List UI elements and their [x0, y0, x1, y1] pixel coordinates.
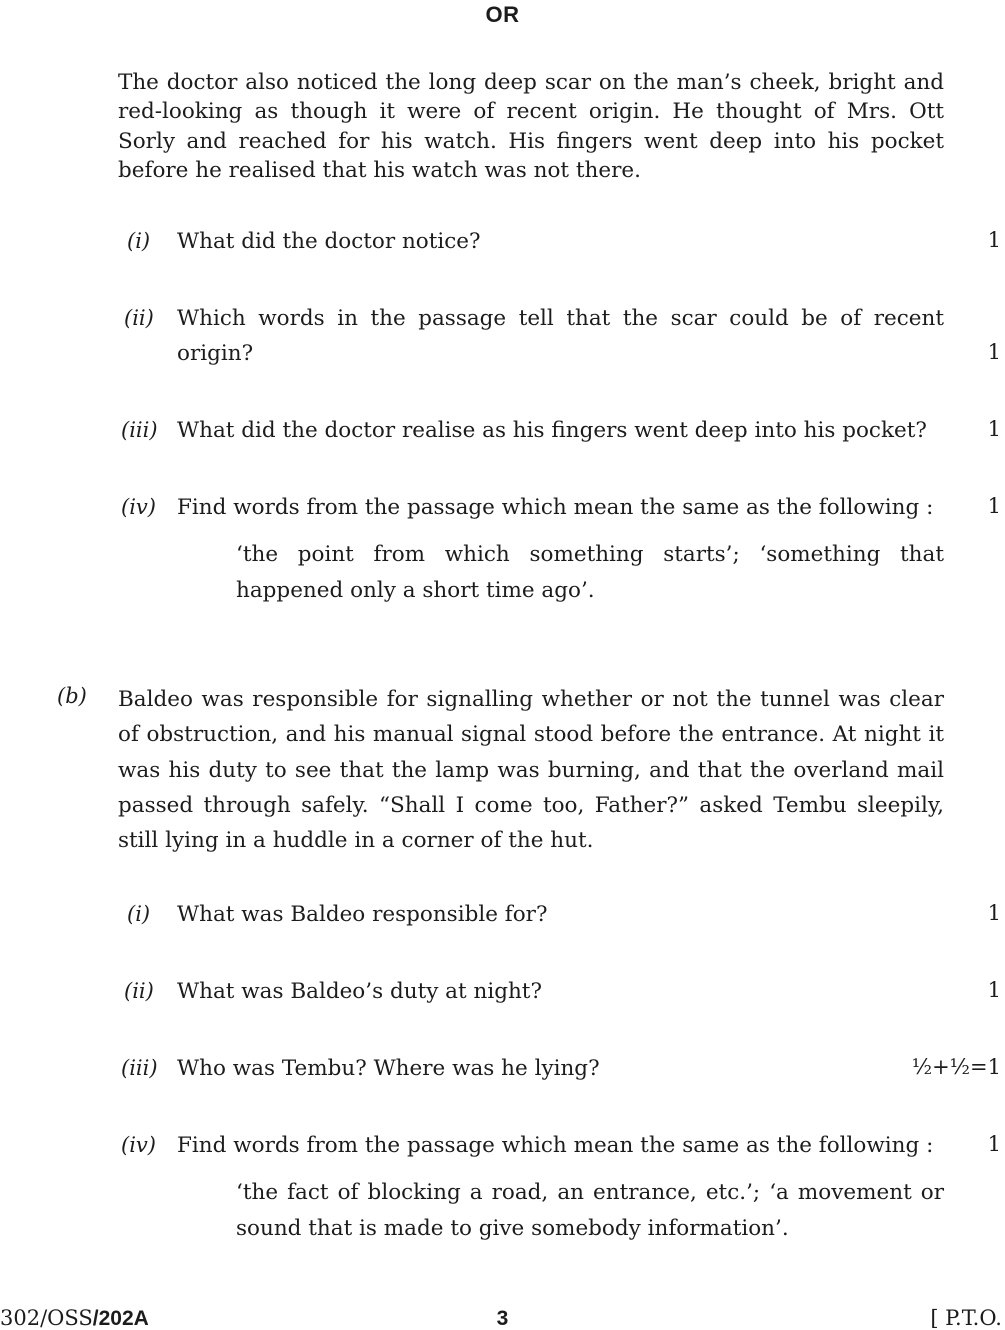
- question-text: Which words in the passage tell that the scar could be of recent origin?: [177, 306, 944, 366]
- question-text: Find words from the passage which mean the same as the following :: [177, 1133, 934, 1158]
- question-number: (ii): [124, 306, 154, 330]
- question-marks: 1: [987, 901, 1001, 925]
- question-number: (iii): [121, 1056, 158, 1080]
- section-label-b: (b): [57, 684, 87, 708]
- section-heading-or: OR: [485, 2, 520, 27]
- question-number: (ii): [124, 979, 154, 1003]
- question-marks: 1: [987, 978, 1001, 1002]
- question-text: What did the doctor realise as his fingers went deep into his pocket?: [177, 418, 927, 443]
- question-subtext: ‘the point from which something starts’; ‘something that happened only a short time ago’.: [236, 542, 944, 603]
- paper-code-suffix: /202A: [92, 1307, 149, 1330]
- question-text: Who was Tembu? Where was he lying?: [177, 1056, 600, 1081]
- passage-a: The doctor also noticed the long deep scar on the man’s cheek, bright and red-looking as though it were of recent origin. He thought of Mrs. Ott Sorly and reached for his watch. His fingers went deep into his pocket before he realised that his watch was not there.: [118, 70, 944, 184]
- pto-label: [ P.T.O.: [930, 1306, 1002, 1330]
- question-text: What was Baldeo’s duty at night?: [177, 979, 542, 1004]
- question-number: (i): [127, 229, 151, 253]
- question-text: What did the doctor notice?: [177, 229, 481, 254]
- question-marks: ½+½=1: [911, 1055, 1001, 1079]
- passage-b: Baldeo was responsible for signalling whether or not the tunnel was clear of obstruction, and his manual signal stood before the entrance. At night it was his duty to see that the lamp was burning, and that the overland mail passed through safely. “Shall I come too, Father?” asked Tembu sleepily, still lying in a huddle in a corner of the hut.: [118, 687, 944, 854]
- question-marks: 1: [987, 417, 1001, 441]
- question-marks: 1: [987, 340, 1001, 364]
- question-number: (i): [127, 902, 151, 926]
- page-number: 3: [496, 1307, 509, 1330]
- question-number: (iv): [121, 1133, 156, 1157]
- question-subtext: ‘the fact of blocking a road, an entrance, etc.’; ‘a movement or sound that is made to give somebody information’.: [236, 1180, 944, 1241]
- question-marks: 1: [987, 1132, 1001, 1156]
- question-text: What was Baldeo responsible for?: [177, 902, 548, 927]
- question-number: (iv): [121, 495, 156, 519]
- question-number: (iii): [121, 418, 158, 442]
- paper-code-prefix: 302/OSS: [0, 1306, 93, 1330]
- question-marks: 1: [987, 228, 1001, 252]
- question-text: Find words from the passage which mean the same as the following :: [177, 495, 934, 520]
- question-marks: 1: [987, 494, 1001, 518]
